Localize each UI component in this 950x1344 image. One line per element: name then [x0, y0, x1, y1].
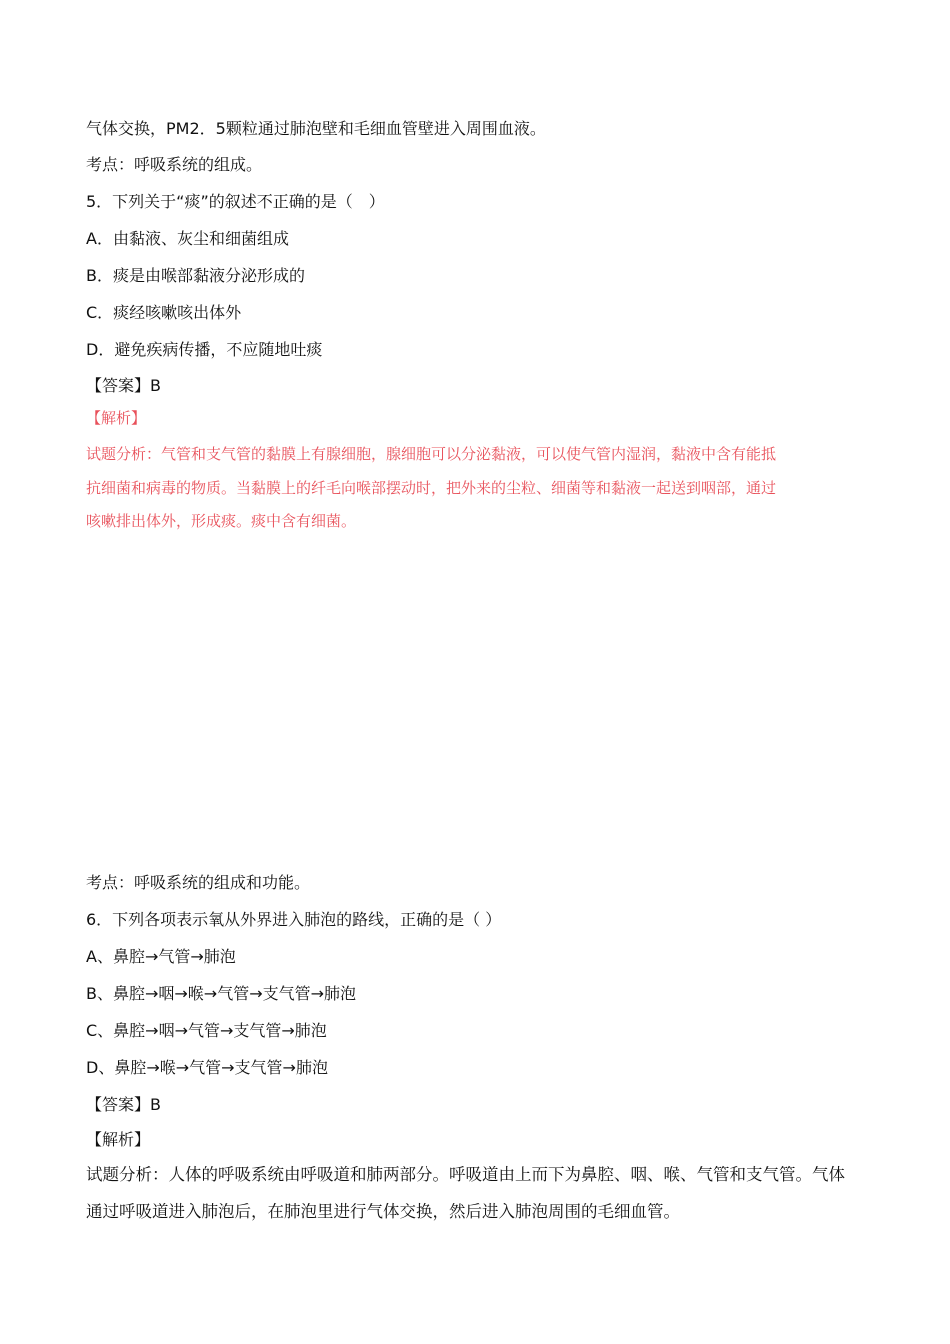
q6-option-d: D、鼻腔→喉→气管→支气管→肺泡 [86, 1058, 328, 1077]
q6-analysis-line-2: 通过呼吸道进入肺泡后，在肺泡里进行气体交换，然后进入肺泡周围的毛细血管。 [86, 1202, 680, 1221]
q5-analysis-line-2: 抗细菌和病毒的物质。当黏膜上的纤毛向喉部摆动时，把外来的尘粒、细菌等和黏液一起送到咽部，通过 [86, 479, 777, 497]
q6-analysis-label: 【解析】 [86, 1130, 151, 1149]
q6-analysis-line-1: 试题分析：人体的呼吸系统由呼吸道和肺两部分。呼吸道由上而下为鼻腔、咽、喉、气管和支气管。气体 [86, 1165, 845, 1184]
q5-option-c: C．痰经咳嗽咳出体外 [86, 303, 242, 322]
q6-option-b: B、鼻腔→咽→喉→气管→支气管→肺泡 [86, 984, 357, 1003]
q5-option-a: A．由黏液、灰尘和细菌组成 [86, 229, 289, 248]
prev-kaodian: 考点：呼吸系统的组成。 [86, 155, 263, 174]
prev-analysis-line: 气体交换，PM2．5颗粒通过肺泡壁和毛细血管壁进入周围血液。 [86, 119, 546, 138]
q5-answer: 【答案】B [86, 376, 161, 395]
q5-analysis-line-3: 咳嗽排出体外，形成痰。痰中含有细菌。 [86, 512, 357, 530]
q6-option-c: C、鼻腔→咽→气管→支气管→肺泡 [86, 1021, 327, 1040]
q5-option-d: D．避免疾病传播，不应随地吐痰 [86, 340, 323, 359]
q5-question: 5．下列关于“痰”的叙述不正确的是（ ） [86, 192, 385, 211]
q5-kaodian: 考点：呼吸系统的组成和功能。 [86, 873, 311, 892]
q6-option-a: A、鼻腔→气管→肺泡 [86, 947, 236, 966]
q6-question: 6．下列各项表示氧从外界进入肺泡的路线，正确的是（ ） [86, 910, 502, 929]
q5-option-b: B．痰是由喉部黏液分泌形成的 [86, 266, 305, 285]
q5-analysis-label: 【解析】 [86, 409, 147, 427]
q5-analysis-line-1: 试题分析：气管和支气管的黏膜上有腺细胞，腺细胞可以分泌黏液，可以使气管内湿润，黏液中含有能抵 [86, 445, 777, 463]
q6-answer: 【答案】B [86, 1095, 161, 1114]
